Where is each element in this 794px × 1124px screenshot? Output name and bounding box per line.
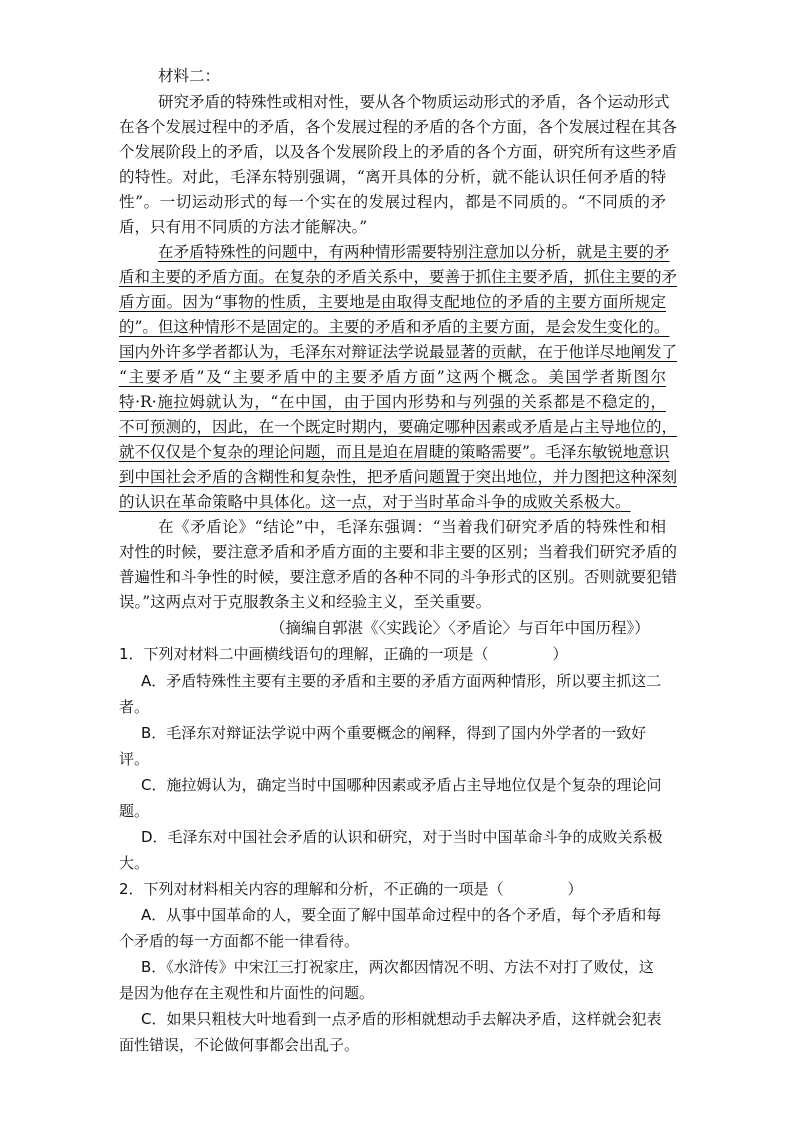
option-c-cont: 题。 [119, 802, 150, 820]
underlined-line: 的”。但这种情形不是固定的。主要的矛盾和矛盾的主要方面，是会发生变化的。 [119, 318, 670, 336]
option-a-cont: 个矛盾的每一方面都不能一律看待。 [119, 932, 360, 950]
question-stem-text: 1．下列对材料二中画横线语句的理解，正确的一项是（ [119, 645, 489, 663]
text-line: 在《矛盾论》“结论”中，毛泽东强调：“当着我们研究矛盾的特殊性和相 [158, 518, 666, 536]
text-line: 研究矛盾的特殊性或相对性，要从各个物质运动形式的矛盾，各个运动形式 [158, 93, 670, 111]
material-heading: 材料二： [158, 67, 221, 85]
underlined-line: 国内外许多学者都认为，毛泽东对辩证法学说最显著的贡献，在于他详尽地阐发了 [119, 343, 678, 361]
underlined-line: 不可预测的，因此，在一个既定时期内，要确定哪种因素或矛盾是占主导地位的， [119, 418, 678, 436]
underlined-line: 盾方面。因为“事物的性质，主要地是由取得支配地位的矛盾的主要方面所规定 [119, 293, 666, 311]
option-a: A．矛盾特殊性主要有主要的矛盾和主要的矛盾方面两种情形，所以要主抓这二 [141, 672, 662, 690]
question-stem-end: ） [552, 645, 568, 663]
option-b: B．《水浒传》中宋江三打祝家庄，两次都因情况不明、方法不对打了败仗，这 [141, 958, 654, 976]
text-line: 盾，只有用不同质的方法才能解决。” [119, 218, 368, 236]
question-stem [119, 644, 568, 664]
underlined-line: 的认识在革命策略中具体化。这一点，对于当时革命斗争的成败关系极大。 [119, 493, 631, 511]
text-line: 个发展阶段上的矛盾，以及各个发展阶段上的矛盾的各个方面，研究所有这些矛盾 [119, 143, 678, 161]
underlined-line: 特·R·施拉姆就认为，“在中国，由于国内形势和与列强的关系都是不稳定的， [119, 393, 666, 411]
text-line: 性”。一切运动形式的每一个实在的发展过程内，都是不同质的。“不同质的矛 [119, 193, 666, 211]
underlined-line: 盾和主要的矛盾方面。在复杂的矛盾关系中，要善于抓住主要矛盾，抓住主要的矛 [119, 268, 678, 286]
text-line: 对性的时候，要注意矛盾和矛盾方面的主要和非主要的区别；当着我们研究矛盾的 [119, 543, 678, 561]
underlined-line: 到中国社会矛盾的含糊性和复杂性，把矛盾问题置于突出地位，并力图把这种深刻 [119, 468, 678, 486]
underlined-line: 在矛盾特殊性的问题中，有两种情形需要特别注意加以分析，就是主要的矛 [158, 243, 670, 261]
text-line: 在各个发展过程中的矛盾，各个发展过程的矛盾的各个方面，各个发展过程在其各 [119, 118, 678, 136]
question-stem-text: 2．下列对材料相关内容的理解和分析，不正确的一项是（ [119, 880, 504, 898]
option-c: C．如果只粗枝大叶地看到一点矛盾的形相就想动手去解决矛盾，这样就会犯表 [141, 1010, 662, 1028]
option-b: B．毛泽东对辩证法学说中两个重要概念的阐释，得到了国内外学者的一致好 [141, 724, 647, 742]
underlined-line: 就不仅仅是个复杂的理论问题，而且是迫在眉睫的策略需要”。毛泽东敏锐地意识 [119, 443, 670, 461]
option-a-cont: 者。 [119, 698, 150, 716]
text-line: 的特性。对此，毛泽东特别强调，“离开具体的分析，就不能认识任何矛盾的特 [119, 168, 666, 186]
option-d-cont: 大。 [119, 854, 150, 872]
option-a: A．从事中国革命的人，要全面了解中国革命过程中的各个矛盾，每个矛盾和每 [141, 906, 662, 924]
option-b-cont: 是因为他存在主观性和片面性的问题。 [119, 984, 375, 1002]
source-citation: （摘编自郭湛《〈实践论〉〈矛盾论〉与百年中国历程》） [270, 619, 650, 637]
option-c: C．施拉姆认为，确定当时中国哪种因素或矛盾占主导地位仅是个复杂的理论问 [141, 776, 662, 794]
underlined-line: “主要矛盾”及“主要矛盾中的主要矛盾方面”这两个概念。美国学者斯图尔 [119, 368, 666, 386]
text-line: 误。”这两点对于克服教条主义和经验主义，至关重要。 [119, 593, 492, 611]
text-line: 普遍性和斗争性的时候，要注意矛盾的各种不同的斗争形式的区别。否则就要犯错 [119, 568, 678, 586]
option-c-cont: 面性错误，不论做何事都会出乱子。 [119, 1036, 360, 1054]
option-d: D．毛泽东对中国社会矛盾的认识和研究，对于当时中国革命斗争的成败关系极 [141, 828, 663, 846]
question-stem-end: ） [567, 880, 583, 898]
question-stem [119, 879, 583, 899]
option-b-cont: 评。 [119, 750, 150, 768]
